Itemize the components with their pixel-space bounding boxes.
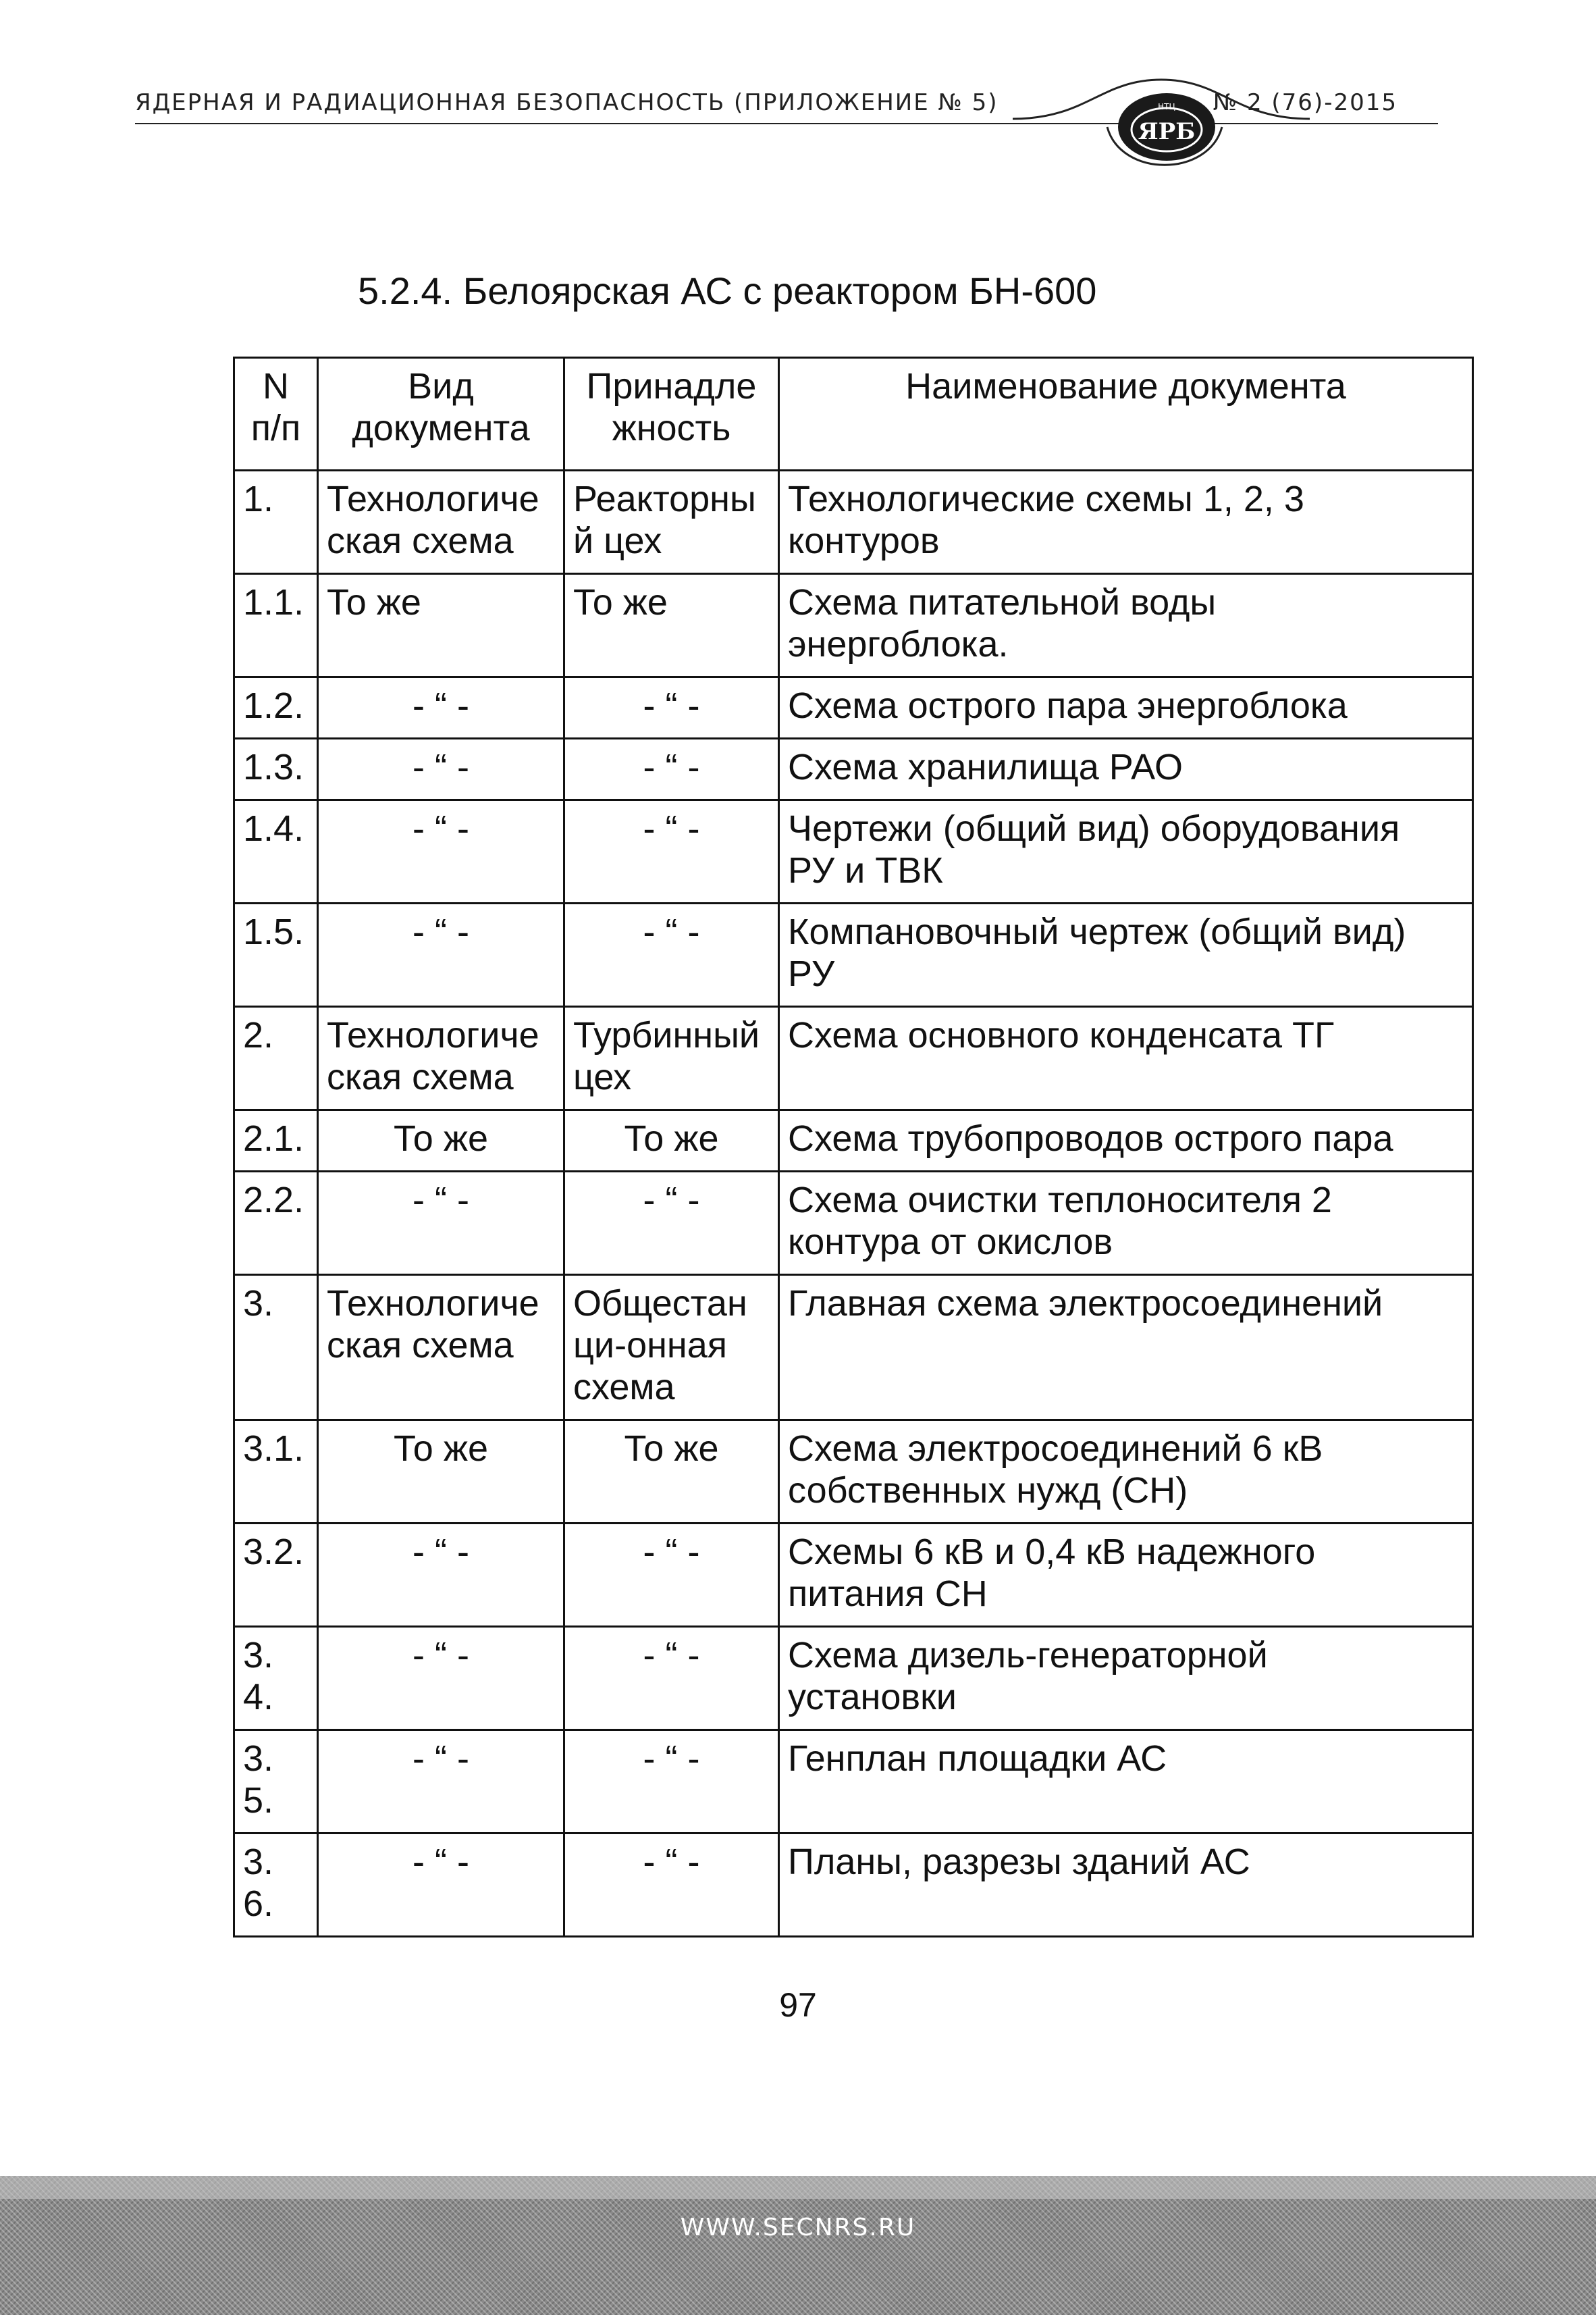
cell-doc-name-line: Схема питательной воды xyxy=(788,582,1217,623)
cell-doc-name xyxy=(779,1833,1473,1937)
cell-doc-name-line: Схема острого пара энергоблока xyxy=(788,685,1348,726)
cell-number xyxy=(234,739,318,800)
table-row xyxy=(234,677,1473,739)
header-doc-name-line: Наименование документа xyxy=(905,366,1346,407)
cell-number-line: 3.2. xyxy=(243,1532,304,1572)
section-title: 5.2.4. Белоярская АС с реактором БН-600 xyxy=(358,269,1097,312)
cell-doc-name-line: Чертежи (общий вид) оборудования xyxy=(788,808,1400,849)
table-row xyxy=(234,1833,1473,1937)
header-doc-type-line: документа xyxy=(352,408,530,448)
cell-number xyxy=(234,574,318,677)
cell-owner xyxy=(564,574,779,677)
cell-doc-type-line: - “ - xyxy=(413,808,469,849)
cell-number xyxy=(234,1275,318,1420)
cell-doc-name-line: контура от окислов xyxy=(788,1222,1113,1262)
cell-number-line: 4. xyxy=(243,1677,274,1717)
cell-owner xyxy=(564,677,779,739)
cell-doc-type-line: Технологиче xyxy=(327,1283,539,1324)
cell-number-line: 2. xyxy=(243,1015,274,1056)
table-row xyxy=(234,904,1473,1007)
header-doc-type-line: Вид xyxy=(408,366,474,407)
cell-owner xyxy=(564,800,779,904)
cell-number-line: 1.4. xyxy=(243,808,304,849)
table-row xyxy=(234,471,1473,574)
cell-doc-name xyxy=(779,904,1473,1007)
header-number-line: N xyxy=(263,366,289,407)
cell-doc-name xyxy=(779,1730,1473,1833)
cell-doc-name xyxy=(779,1627,1473,1730)
cell-doc-type xyxy=(318,1172,564,1275)
cell-number xyxy=(234,1110,318,1172)
cell-doc-name-line: Схема очистки теплоносителя 2 xyxy=(788,1180,1332,1220)
footer-strip xyxy=(0,2176,1596,2199)
cell-doc-name-line: собственных нужд (СН) xyxy=(788,1470,1188,1511)
issue-number: № 2 (76)-2015 xyxy=(1213,89,1398,116)
cell-doc-name-line: РУ xyxy=(788,954,835,994)
cell-owner-line: То же xyxy=(624,1118,719,1159)
footer-band xyxy=(0,2176,1596,2315)
cell-doc-type-line: То же xyxy=(394,1428,488,1469)
cell-doc-type xyxy=(318,1730,564,1833)
cell-owner xyxy=(564,1110,779,1172)
cell-doc-type xyxy=(318,1110,564,1172)
cell-doc-name-line: Генплан площадки АС xyxy=(788,1738,1167,1779)
cell-doc-name-line: Планы, разрезы зданий АС xyxy=(788,1842,1250,1882)
cell-owner-line: - “ - xyxy=(643,808,700,849)
cell-doc-type xyxy=(318,1833,564,1937)
cell-owner xyxy=(564,1833,779,1937)
cell-owner-line: схема xyxy=(573,1367,675,1407)
cell-owner-line: Общестан xyxy=(573,1283,747,1324)
header-owner xyxy=(564,358,779,471)
cell-number xyxy=(234,1833,318,1937)
cell-number xyxy=(234,1172,318,1275)
cell-owner-line: Реакторны xyxy=(573,479,756,519)
footer-url[interactable]: WWW.SECNRS.RU xyxy=(680,2214,916,2241)
cell-doc-type-line: Технологиче xyxy=(327,1015,539,1056)
cell-owner xyxy=(564,1420,779,1524)
cell-doc-name xyxy=(779,1420,1473,1524)
cell-owner-line: - “ - xyxy=(643,912,700,952)
table-row xyxy=(234,1172,1473,1275)
table-row xyxy=(234,1110,1473,1172)
cell-doc-name-line: Схемы 6 кВ и 0,4 кВ надежного xyxy=(788,1532,1316,1572)
cell-number-line: 1.2. xyxy=(243,685,304,726)
cell-doc-type-line: - “ - xyxy=(413,1180,469,1220)
cell-number xyxy=(234,677,318,739)
cell-number-line: 1.5. xyxy=(243,912,304,952)
cell-owner xyxy=(564,739,779,800)
cell-doc-type xyxy=(318,1524,564,1627)
header-doc-type xyxy=(318,358,564,471)
cell-doc-type xyxy=(318,1627,564,1730)
cell-doc-name xyxy=(779,471,1473,574)
cell-owner xyxy=(564,1524,779,1627)
cell-owner-line: То же xyxy=(624,1428,719,1469)
cell-doc-name-line: Схема электросоединений 6 кВ xyxy=(788,1428,1323,1469)
cell-number-line: 3. xyxy=(243,1738,274,1779)
cell-doc-name-line: РУ и ТВК xyxy=(788,850,943,891)
cell-doc-name-line: Главная схема электросоединений xyxy=(788,1283,1383,1324)
logo-subtext: НТЦ xyxy=(1158,102,1175,111)
cell-owner-line: цех xyxy=(573,1057,632,1097)
table-row xyxy=(234,574,1473,677)
cell-number-line: 3. xyxy=(243,1842,274,1882)
cell-doc-type xyxy=(318,1275,564,1420)
cell-number-line: 5. xyxy=(243,1780,274,1821)
cell-number-line: 2.1. xyxy=(243,1118,304,1159)
table-body xyxy=(234,471,1473,1937)
cell-doc-type-line: - “ - xyxy=(413,1842,469,1882)
cell-number xyxy=(234,800,318,904)
table-row xyxy=(234,1524,1473,1627)
cell-number-line: 3. xyxy=(243,1283,274,1324)
running-header xyxy=(135,80,1438,145)
cell-number-line: 3.1. xyxy=(243,1428,304,1469)
cell-doc-type-line: То же xyxy=(327,582,421,623)
cell-number xyxy=(234,1524,318,1627)
cell-doc-type-line: - “ - xyxy=(413,912,469,952)
cell-doc-type-line: ская схема xyxy=(327,1325,514,1365)
cell-owner xyxy=(564,471,779,574)
cell-doc-name-line: Схема трубопроводов острого пара xyxy=(788,1118,1393,1159)
cell-doc-type xyxy=(318,471,564,574)
cell-number xyxy=(234,1420,318,1524)
cell-doc-type-line: - “ - xyxy=(413,685,469,726)
cell-doc-type xyxy=(318,1420,564,1524)
cell-owner-line: й цех xyxy=(573,521,662,561)
cell-doc-type-line: - “ - xyxy=(413,1532,469,1572)
header-number xyxy=(234,358,318,471)
cell-number xyxy=(234,1730,318,1833)
journal-title: ЯДЕРНАЯ И РАДИАЦИОННАЯ БЕЗОПАСНОСТЬ (ПРИЛОЖЕНИЕ № 5) xyxy=(135,89,999,116)
table-row xyxy=(234,1420,1473,1524)
logo-text: ЯРБ xyxy=(1138,118,1196,145)
journal-logo xyxy=(1006,59,1316,194)
cell-owner-line: То же xyxy=(573,582,668,623)
cell-owner xyxy=(564,1172,779,1275)
cell-doc-name-line: Компановочный чертеж (общий вид) xyxy=(788,912,1406,952)
cell-doc-name-line: установки xyxy=(788,1677,957,1717)
cell-owner-line: - “ - xyxy=(643,1842,700,1882)
cell-doc-type-line: ская схема xyxy=(327,521,514,561)
cell-number-line: 1.3. xyxy=(243,747,304,787)
cell-doc-name xyxy=(779,1007,1473,1110)
cell-doc-name-line: Схема хранилища РАО xyxy=(788,747,1183,787)
cell-doc-name xyxy=(779,677,1473,739)
cell-doc-name-line: контуров xyxy=(788,521,940,561)
cell-number xyxy=(234,1007,318,1110)
cell-number-line: 6. xyxy=(243,1883,274,1924)
header-owner-line: жность xyxy=(612,408,731,448)
cell-doc-name xyxy=(779,800,1473,904)
cell-owner-line: - “ - xyxy=(643,1532,700,1572)
cell-doc-name-line: энергоблока. xyxy=(788,624,1009,665)
cell-doc-type-line: Технологиче xyxy=(327,479,539,519)
cell-doc-name-line: Технологические схемы 1, 2, 3 xyxy=(788,479,1304,519)
cell-doc-type xyxy=(318,574,564,677)
cell-number-line: 1.1. xyxy=(243,582,304,623)
table-row xyxy=(234,1275,1473,1420)
cell-doc-name xyxy=(779,574,1473,677)
cell-owner xyxy=(564,1275,779,1420)
header-owner-line: Принадле xyxy=(586,366,757,407)
cell-number xyxy=(234,904,318,1007)
cell-owner-line: - “ - xyxy=(643,1180,700,1220)
documents-table xyxy=(233,357,1474,1937)
cell-doc-name-line: Схема дизель-генераторной xyxy=(788,1635,1268,1675)
cell-doc-name xyxy=(779,1172,1473,1275)
cell-owner xyxy=(564,1627,779,1730)
cell-doc-type xyxy=(318,739,564,800)
cell-doc-type-line: - “ - xyxy=(413,1738,469,1779)
cell-number xyxy=(234,471,318,574)
cell-owner-line: ци-онная xyxy=(573,1325,728,1365)
table-row xyxy=(234,739,1473,800)
cell-number xyxy=(234,1627,318,1730)
cell-doc-type-line: - “ - xyxy=(413,1635,469,1675)
table-row xyxy=(234,1730,1473,1833)
cell-number-line: 3. xyxy=(243,1635,274,1675)
table-header-row xyxy=(234,358,1473,471)
cell-number-line: 1. xyxy=(243,479,274,519)
cell-doc-type-line: ская схема xyxy=(327,1057,514,1097)
cell-doc-type xyxy=(318,800,564,904)
table-row xyxy=(234,800,1473,904)
cell-owner xyxy=(564,904,779,1007)
cell-doc-name-line: Схема основного конденсата ТГ xyxy=(788,1015,1335,1056)
page-number: 97 xyxy=(779,1986,817,2024)
table-row xyxy=(234,1627,1473,1730)
cell-owner-line: - “ - xyxy=(643,747,700,787)
cell-doc-name xyxy=(779,1524,1473,1627)
cell-doc-type xyxy=(318,677,564,739)
cell-doc-name xyxy=(779,1110,1473,1172)
cell-doc-name xyxy=(779,1275,1473,1420)
cell-owner-line: Турбинный xyxy=(573,1015,760,1056)
header-doc-name xyxy=(779,358,1473,471)
cell-doc-type-line: То же xyxy=(394,1118,488,1159)
cell-owner xyxy=(564,1007,779,1110)
cell-number-line: 2.2. xyxy=(243,1180,304,1220)
cell-owner xyxy=(564,1730,779,1833)
cell-doc-name-line: питания СН xyxy=(788,1573,988,1614)
table-row xyxy=(234,1007,1473,1110)
cell-doc-type-line: - “ - xyxy=(413,747,469,787)
cell-doc-type xyxy=(318,1007,564,1110)
cell-owner-line: - “ - xyxy=(643,1738,700,1779)
cell-doc-name xyxy=(779,739,1473,800)
cell-doc-type xyxy=(318,904,564,1007)
cell-owner-line: - “ - xyxy=(643,1635,700,1675)
header-number-line: п/п xyxy=(250,408,301,448)
cell-owner-line: - “ - xyxy=(643,685,700,726)
